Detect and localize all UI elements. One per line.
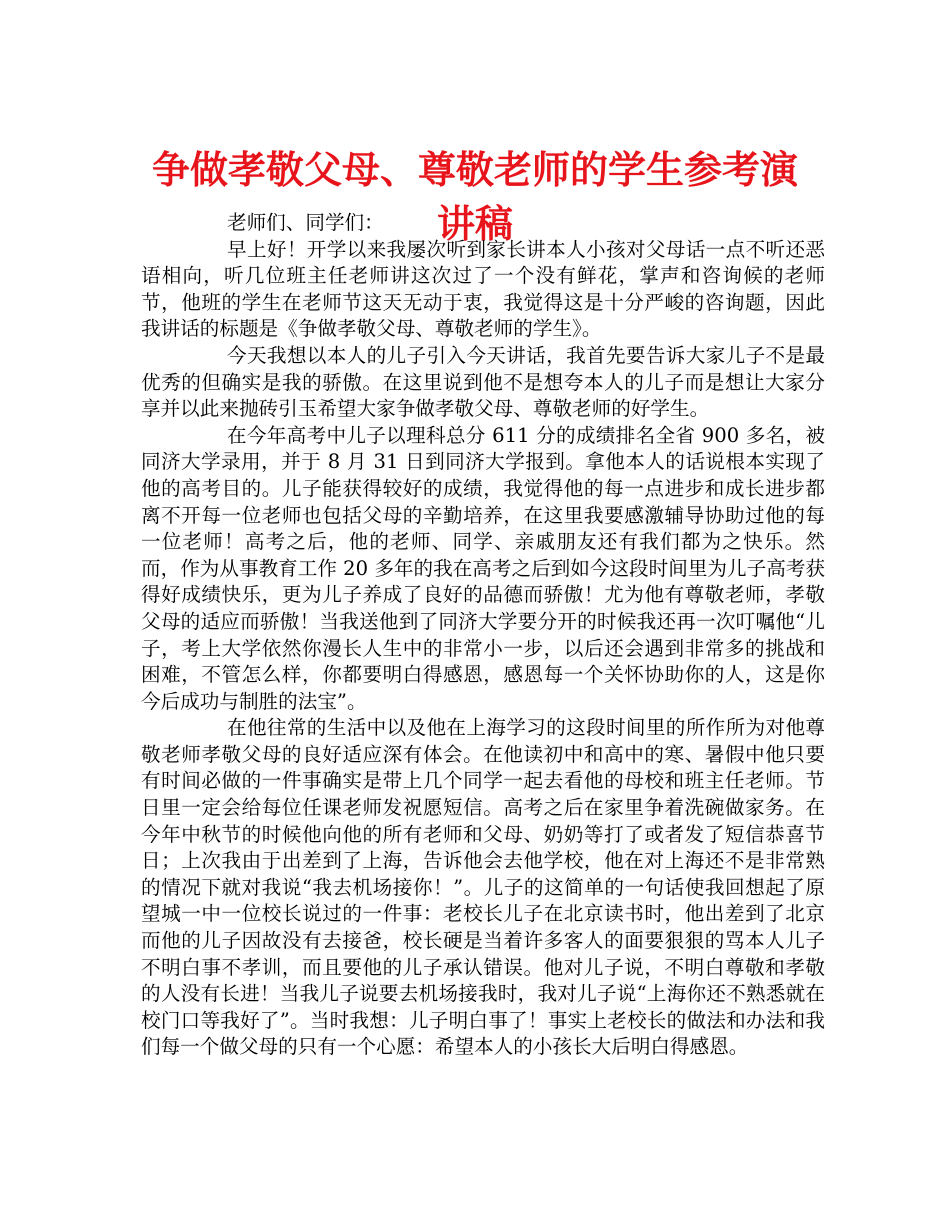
document-body: [141, 210, 825, 1061]
paragraph-3: 在今年高考中儿子以理科总分 611 分的成绩排名全省 900 多名，被同济大学录用，并于 8 月 31 日到同济大学报到。拿他本人的话说根本实现了他的高考目的。儿子能获得较好的成绩，我觉得他的每一点进步和成长进步都离不开每一位老师也包括父母的辛勤培养，在这里我要感激辅导协助过他的每一位老师！高考之后，他的老师、同学、亲戚朋友还有我们都为之快乐。然而，作为从事教育工作 20 多年的我在高考之后到如今这段时间里为儿子高考获得好成绩快乐，更为儿子养成了良好的品德而骄傲！尤为他有尊敬老师，孝敬父母的适应而骄傲！当我送他到了同济大学要分开的时候我还再一次叮嘱他“儿子，考上大学依然你漫长人生中的非常小一步，以后还会遇到非常多的挑战和困难，不管怎么样，你都要明白得感恩，感恩每一个关怀协助你的人，这是你今后成功与制胜的法宝”。: [141, 423, 825, 713]
paragraph-2: 今天我想以本人的儿子引入今天讲话，我首先要告诉大家儿子不是最优秀的但确实是我的骄傲。在这里说到他不是想夸本人的儿子而是想让大家分享并以此来抛砖引玉希望大家争做孝敬父母、尊敬老师的好学生。: [141, 343, 825, 421]
salutation: 老师们、同学们：: [227, 211, 384, 234]
paragraph-4: 在他往常的生活中以及他在上海学习的这段时间里的所作所为对他尊敬老师孝敬父母的良好适应深有体会。在他读初中和高中的寒、暑假中他只要有时间必做的一件事确实是带上几个同学一起去看他的母校和班主任老师。节日里一定会给每位任课老师发祝愿短信。高考之后在家里争着洗碗做家务。在今年中秋节的时候他向他的所有老师和父母、奶奶等打了或者发了短信恭喜节日；上次我由于出差到了上海，告诉他会去他学校，他在对上海还不是非常熟的情况下就对我说“我去机场接你！”。儿子的这简单的一句话使我回想起了原望城一中一位校长说过的一件事：老校长儿子在北京读书时，他出差到了北京而他的儿子因故没有去接爸，校长硬是当着许多客人的面要狠狠的骂本人儿子不明白事不孝训，而且要他的儿子承认错误。他对儿子说，不明白尊敬和孝敬的人没有长进！当我儿子说要去机场接我时，我对儿子说“上海你还不熟悉就在校门口等我好了”。当时我想：儿子明白事了！事实上老校长的做法和办法和我们每一个做父母的只有一个心愿：希望本人的小孩长大后明白得感恩。: [141, 716, 825, 1059]
document-title: 争做孝敬父母、尊敬老师的学生参考演讲稿: [151, 147, 798, 247]
paragraph-1: 早上好！开学以来我屡次听到家长讲本人小孩对父母话一点不听还恶语相向，听几位班主任老师讲这次过了一个没有鲜花，掌声和咨询候的老师节，他班的学生在老师节这天无动于衷，我觉得这是十分严峻的咨询题，因此我讲话的标题是《争做孝敬父母、尊敬老师的学生》。: [141, 237, 825, 341]
